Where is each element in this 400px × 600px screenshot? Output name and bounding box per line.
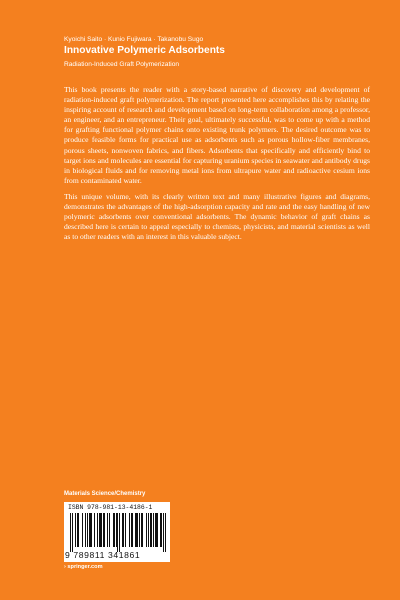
isbn-text: ISBN 978-981-13-4186-1	[68, 504, 153, 511]
barcode-icon	[70, 513, 166, 551]
barcode-digits: 9 789811 341861	[65, 550, 141, 560]
authors: Kyoichi Saito · Kunio Fujiwara · Takanobu Sugo	[64, 36, 204, 43]
publisher-link[interactable]: › springer.com	[64, 564, 103, 570]
book-subtitle: Radiation-Induced Graft Polymerization	[64, 61, 180, 68]
barcode-box	[64, 502, 170, 562]
description-paragraph-2: This unique volume, with its clearly written text and many illustrative figures and diagrams, demonstrates the advantages of the high-adsorption capacity and rate and the easy handling of new polymeric adsorbents over conventional adsorbents. The dynamic behavior of graft chains as described here is certain to appeal especially to chemists, physicists, and material scientists as well as to other readers with an interest in this valuable subject.	[64, 191, 370, 242]
description	[64, 85, 370, 248]
description-paragraph-1: This book presents the reader with a story-based narrative of discovery and development of radiation-induced graft polymerization. The report presented here accomplishes this by relating the inspiring account of research and development based on long-term collaboration among a professor, an engineer, and an entrepreneur. Their goal, ultimately successful, was to come up with a method for grafting functional polymer chains onto existing trunk polymers. The desired outcome was to produce feasible forms for practical use as adsorbents such as porous hollow-fiber membranes, porous sheets, nonwoven fabrics, and fibers. Adsorbents that specifically and efficiently bind to target ions and molecules are essential for capturing uranium species in seawater and antibody drugs in biological fluids and for removing metal ions from ultrapure water and radioactive cesium ions from contaminated water.	[64, 85, 370, 185]
category-label: Materials Science/Chemistry	[64, 491, 146, 497]
barcode-bar	[165, 513, 166, 552]
book-title: Innovative Polymeric Adsorbents	[64, 45, 225, 56]
